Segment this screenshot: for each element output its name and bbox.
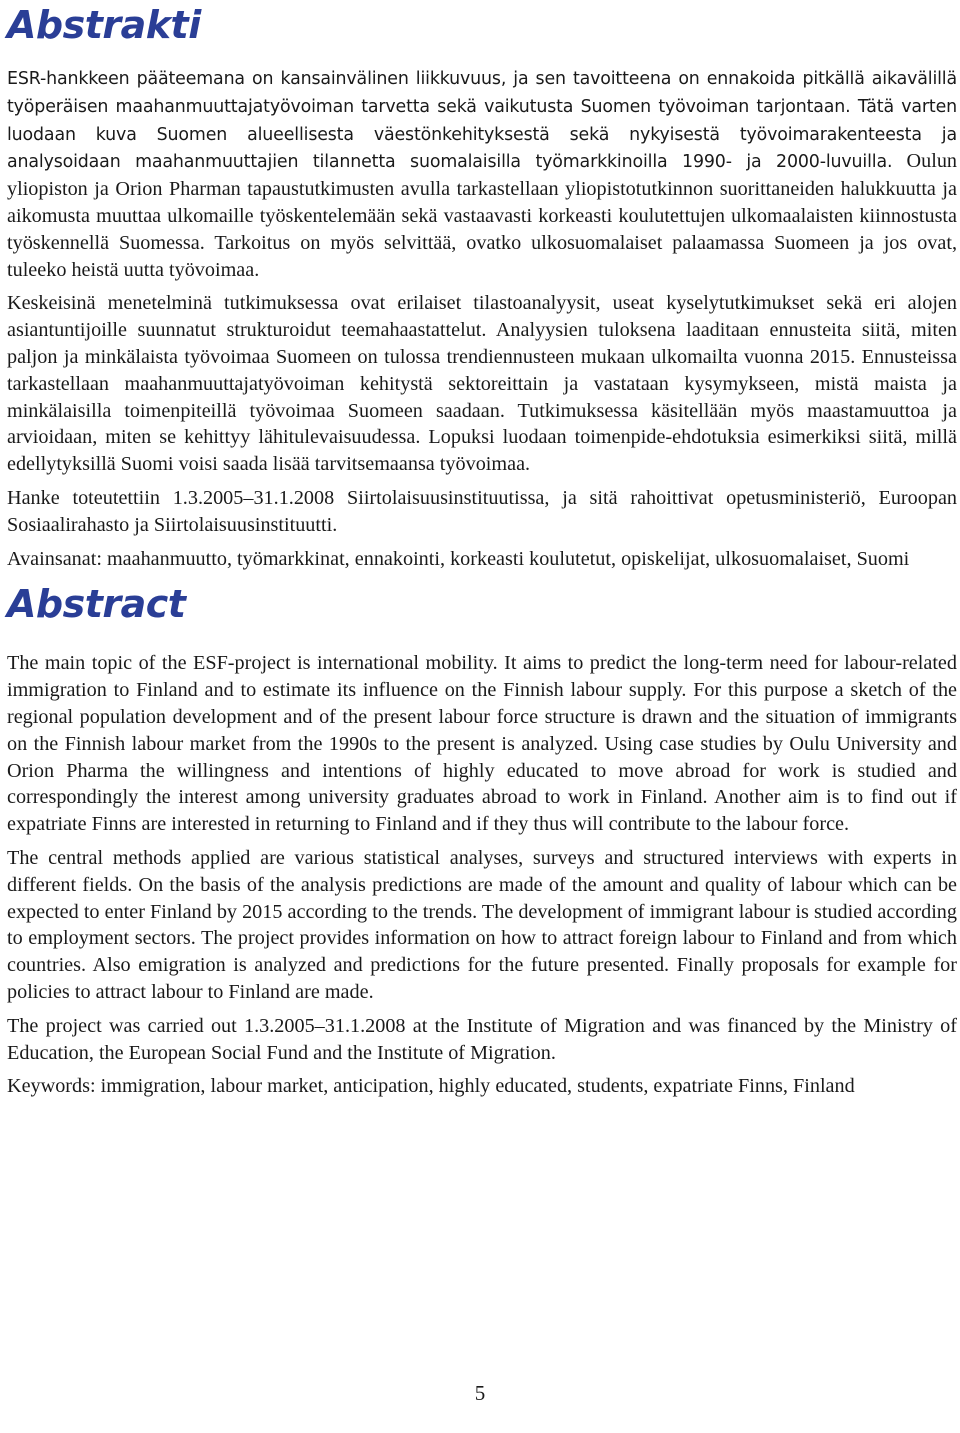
- english-abstract-title: Abstract: [7, 582, 186, 627]
- page: [7, 0, 957, 1107]
- english-paragraph-3: The project was carried out 1.3.2005–31.1.2008 at the Institute of Migration and was financed by the Ministry of Education, the European Social Fund and the Institute of Migration.: [7, 1014, 957, 1064]
- english-keywords: Keywords: immigration, labour market, anticipation, highly educated, students, expatriate Finns, Finland: [7, 1075, 855, 1098]
- finnish-abstract-body: [7, 65, 957, 572]
- page-number: 5: [474, 1381, 486, 1405]
- finnish-abstract-title: Abstrakti: [7, 3, 201, 47]
- finnish-paragraph-1-sans-part: ESR-hankkeen pääteemana on kansainvälinen liikkuvuus, ja sen tavoitteena on ennakoida pitkällä aikavälillä työperäisen maahanmuuttajatyövoiman tarvetta sekä vaikutusta Suomen työvoiman tarjontaan. Tätä varten luodaan kuva Suomen alueellisesta väestönkehityksestä sekä nykyisestä työvoimarakenteesta ja analysoidaan maahanmuuttajien tilannetta suomalaisilla työmarkkinoilla 1990- ja 2000-luvuilla.: [7, 69, 957, 173]
- finnish-paragraph-1-serif-part: Oulun yliopiston ja Orion Pharman tapaustutkimusten avulla tarkastellaan yliopistotutkinnon suorittaneiden halukkuutta ja aikomusta muuttaa ulkomaille työskentelemään sekä vastaavasti korkeasti koulutettujen ulkomaalaisten kiinnostusta työskennellä Suomessa. Tarkoitus on myös selvittää, ovatko ulkosuomalaiset palaamassa Suomeen ja jos ovat, tuleeko heistä uutta työvoimaa.: [7, 150, 958, 281]
- finnish-paragraph-3: Hanke toteutettiin 1.3.2005–31.1.2008 Siirtolaisuusinstituutissa, ja sitä rahoittivat opetusministeriö, Euroopan Sosiaalirahasto ja Siirtolaisuusinstituutti.: [7, 486, 957, 536]
- finnish-keywords: Avainsanat: maahanmuutto, työmarkkinat, ennakointi, korkeasti koulutetut, opiskelijat, ulkosuomalaiset, Suomi: [7, 547, 910, 570]
- finnish-paragraph-2: Keskeisinä menetelminä tutkimuksessa ovat erilaiset tilastoanalyysit, useat kyselytutkimukset sekä eri alojen asiantuntijoille suunnatut strukturoidut teemahaastattelut. Analyysien tuloksena laaditaan ennusteita siitä, miten paljon ja minkälaista työvoimaa Suomeen on tulossa trendiennusteen mukaan ulkomailta vuonna 2015. Ennusteissa tarkastellaan maahanmuuttajatyövoiman kehitystä sektoreittain ja vastataan kysymykseen, mistä maista ja minkälaisilla toimenpiteillä työvoimaa Suomeen saadaan. Tutkimuksessa käsitellään myös maastamuuttoa ja arvioidaan, miten se kehittyy lähitulevaisuudessa. Lopuksi luodaan toimenpide-ehdotuksia esimerkiksi siitä, millä edellytyksillä Suomi voisi saada lisää tarvitsemaansa työvoimaa.: [7, 292, 957, 476]
- english-paragraph-2: The central methods applied are various statistical analyses, surveys and structured interviews with experts in different fields. On the basis of the analysis predictions are made of the amount and quality of labour which can be expected to enter Finland by 2015 according to the trends. The development of immigrant labour is studied according to employment sectors. The project provides information on how to attract foreign labour to Finland and from which countries. Also emigration is analyzed and predictions for the future presented. Finally proposals for example for policies to attract labour to Finland are made.: [7, 846, 957, 1003]
- english-paragraph-1: The main topic of the ESF-project is international mobility. It aims to predict the long-term need for labour-related immigration to Finland and to estimate its influence on the Finnish labour supply. For this purpose a sketch of the regional population development and of the present labour force structure is drawn and the situation of immigrants on the Finnish labour market from the 1990s to the present is analyzed. Using case studies by Oulu University and Orion Pharma the willingness and intentions of highly educated to move abroad for work is studied and correspondingly the interest among university graduates abroad to work in Finland. Another aim is to find out if expatriate Finns are interested in returning to Finland and if they thus will contribute to the labour force.: [7, 652, 957, 836]
- finnish-paragraph-1: [7, 65, 957, 283]
- english-abstract-body: [7, 650, 957, 1100]
